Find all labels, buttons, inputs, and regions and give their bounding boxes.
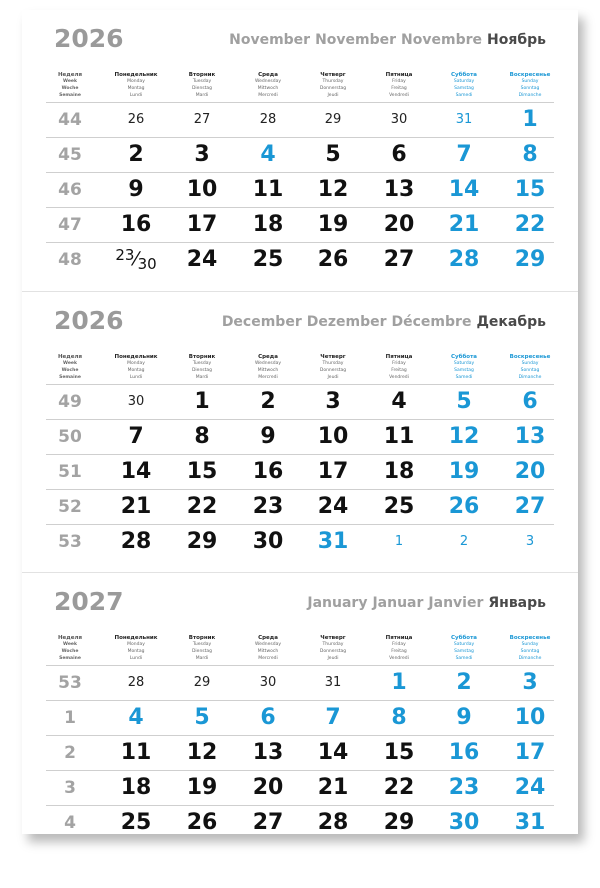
row-divider <box>46 384 554 385</box>
weekday-ru: Неделя <box>57 72 83 78</box>
weekday-en: Tuesday <box>192 79 212 84</box>
weekday-de: Montag <box>127 86 145 91</box>
weekday-fr: Mercredi <box>258 375 278 380</box>
day-cell: 20 <box>383 212 415 237</box>
week-number: 49 <box>58 392 82 412</box>
weekday-de: Freitag <box>391 649 407 654</box>
weekday-label <box>364 635 434 662</box>
day-cell: 10 <box>317 424 349 449</box>
year-label: 2027 <box>54 587 124 616</box>
day-cell: 1 <box>522 107 538 132</box>
day-cell: 3 <box>194 142 210 167</box>
day-part: 23 <box>115 246 135 264</box>
weekday-label <box>101 354 171 381</box>
month-name: Декабрь <box>476 314 546 330</box>
day-cell: 13 <box>383 177 415 202</box>
weekday-de: Sonntag <box>520 368 540 373</box>
weekday-de: Mittwoch <box>257 368 279 373</box>
weekday-ru: Среда <box>258 354 278 360</box>
day-cell: 27 <box>383 247 415 272</box>
weekday-label <box>429 72 499 99</box>
day-cell: 2 <box>128 142 144 167</box>
weekday-en: Week <box>63 79 77 84</box>
month-names <box>302 595 546 611</box>
day-cell: 8 <box>391 705 407 730</box>
day-cell: 30 <box>252 529 284 554</box>
day-cell: 20 <box>514 459 546 484</box>
weekday-ru: Четверг <box>320 72 346 78</box>
weekday-label <box>495 354 565 381</box>
day-cell: 8 <box>522 142 538 167</box>
row-divider <box>46 137 554 138</box>
day-cell: 20 <box>252 775 284 800</box>
weekday-fr: Samedi <box>455 93 473 98</box>
day-cell: 21 <box>448 212 480 237</box>
weekday-fr: Dimanche <box>518 656 542 661</box>
week-number: 50 <box>58 427 82 447</box>
weekday-ru: Неделя <box>57 354 83 360</box>
day-cell: 31 <box>514 810 546 835</box>
weekday-en: Tuesday <box>192 361 212 366</box>
year-label: 2026 <box>54 306 124 335</box>
day-cell: 30 <box>448 810 480 835</box>
day-cell: 21 <box>120 494 152 519</box>
calendar-sheet <box>22 10 578 834</box>
week-number: 47 <box>58 215 82 235</box>
day-cell: 6 <box>391 142 407 167</box>
month-name: Januar <box>372 595 424 611</box>
day-cell: 12 <box>317 177 349 202</box>
weekday-en: Wednesday <box>254 642 282 647</box>
day-cell: 28 <box>448 247 480 272</box>
day-cell: 29 <box>514 247 546 272</box>
row-divider <box>46 102 554 103</box>
weekday-en: Thursday <box>322 79 344 84</box>
weekday-ru: Воскресенье <box>509 635 551 641</box>
weekday-ru: Суббота <box>451 635 477 641</box>
day-cell: 9 <box>260 424 276 449</box>
month-names <box>224 32 546 48</box>
week-number: 4 <box>64 813 76 833</box>
weekday-ru: Пятница <box>385 72 413 78</box>
weekday-ru: Четверг <box>320 354 346 360</box>
day-cell: 31 <box>324 675 342 690</box>
weekday-ru: Неделя <box>57 635 83 641</box>
month-name: January <box>307 595 368 611</box>
weekday-en: Friday <box>392 642 406 647</box>
weekday-de: Samstag <box>454 86 474 91</box>
weekday-label <box>35 354 105 381</box>
month-name: Ноябрь <box>487 32 546 48</box>
weekday-fr: Jeudi <box>327 93 339 98</box>
day-cell: 4 <box>260 142 276 167</box>
weekday-ru: Понедельник <box>114 72 158 78</box>
day-cell: 9 <box>456 705 472 730</box>
day-cell: 14 <box>317 740 349 765</box>
weekday-ru: Понедельник <box>114 354 158 360</box>
day-cell: 28 <box>317 810 349 835</box>
weekday-de: Woche <box>61 368 79 373</box>
day-cell: 16 <box>252 459 284 484</box>
day-cell: 23 <box>448 775 480 800</box>
day-cell: 25 <box>383 494 415 519</box>
day-cell: 11 <box>120 740 152 765</box>
day-part: 30 <box>137 255 157 273</box>
row-divider <box>46 454 554 455</box>
week-number: 44 <box>58 110 82 130</box>
day-cell: 6 <box>260 705 276 730</box>
row-divider <box>46 207 554 208</box>
weekday-label <box>167 72 237 99</box>
day-cell: 29 <box>193 675 211 690</box>
weekday-ru: Суббота <box>451 72 477 78</box>
day-cell: 3 <box>525 534 535 549</box>
weekday-label <box>233 635 303 662</box>
weekday-ru: Вторник <box>188 635 216 641</box>
month-name: Dezember <box>306 314 387 330</box>
weekday-fr: Jeudi <box>327 656 339 661</box>
weekday-ru: Вторник <box>188 354 216 360</box>
week-number: 52 <box>58 497 82 517</box>
year-label: 2026 <box>54 24 124 53</box>
day-cell: 25 <box>252 247 284 272</box>
row-divider <box>46 735 554 736</box>
weekday-en: Wednesday <box>254 79 282 84</box>
weekday-label <box>167 354 237 381</box>
weekday-fr: Semaine <box>59 93 81 98</box>
row-divider <box>46 805 554 806</box>
weekday-de: Woche <box>61 649 79 654</box>
weekday-de: Dienstag <box>191 368 213 373</box>
day-cell: 31 <box>455 112 473 127</box>
weekday-en: Sunday <box>521 642 539 647</box>
weekday-ru: Пятница <box>385 635 413 641</box>
row-divider <box>46 419 554 420</box>
day-cell: 31 <box>317 529 349 554</box>
week-number: 48 <box>58 250 82 270</box>
weekday-en: Saturday <box>453 361 475 366</box>
weekday-fr: Mardi <box>195 656 209 661</box>
weekday-ru: Вторник <box>188 72 216 78</box>
weekday-en: Monday <box>127 79 145 84</box>
day-cell: 26 <box>186 810 218 835</box>
day-cell: 17 <box>317 459 349 484</box>
day-cell: 21 <box>317 775 349 800</box>
weekday-ru: Среда <box>258 635 278 641</box>
day-cell: 23 <box>252 494 284 519</box>
weekday-en: Week <box>63 361 77 366</box>
weekday-en: Thursday <box>322 361 344 366</box>
weekday-en: Monday <box>127 642 145 647</box>
day-cell: 22 <box>514 212 546 237</box>
weekday-ru: Воскресенье <box>509 354 551 360</box>
week-number: 45 <box>58 145 82 165</box>
row-divider <box>46 172 554 173</box>
weekday-de: Woche <box>61 86 79 91</box>
weekday-de: Sonntag <box>520 86 540 91</box>
week-number: 3 <box>64 778 76 798</box>
day-cell: 2 <box>456 670 472 695</box>
day-cell: 18 <box>120 775 152 800</box>
day-cell: 5 <box>456 389 472 414</box>
weekday-de: Montag <box>127 649 145 654</box>
weekday-de: Freitag <box>391 86 407 91</box>
month-block <box>22 572 578 854</box>
month-name: November <box>315 32 397 48</box>
day-cell: 19 <box>186 775 218 800</box>
weekday-header <box>46 635 554 665</box>
weekday-en: Friday <box>392 79 406 84</box>
weekday-de: Mittwoch <box>257 649 279 654</box>
day-cell: 22 <box>383 775 415 800</box>
weekday-ru: Четверг <box>320 635 346 641</box>
weekday-label <box>429 354 499 381</box>
weekday-fr: Vendredi <box>389 656 409 661</box>
weekday-de: Freitag <box>391 368 407 373</box>
weekday-en: Sunday <box>521 361 539 366</box>
day-cell: 9 <box>128 177 144 202</box>
day-cell: 24 <box>514 775 546 800</box>
weekday-fr: Dimanche <box>518 93 542 98</box>
weekday-label <box>495 635 565 662</box>
day-cell: 17 <box>186 212 218 237</box>
weekday-en: Week <box>63 642 77 647</box>
weekday-en: Friday <box>392 361 406 366</box>
weekday-en: Sunday <box>521 79 539 84</box>
weekday-header <box>46 72 554 102</box>
weekday-ru: Воскресенье <box>509 72 551 78</box>
day-cell: 29 <box>324 112 342 127</box>
month-name: December <box>221 314 302 330</box>
day-cell: 11 <box>383 424 415 449</box>
day-cell: 26 <box>448 494 480 519</box>
weekday-fr: Vendredi <box>389 93 409 98</box>
day-cell: 30 <box>127 394 145 409</box>
weekday-de: Mittwoch <box>257 86 279 91</box>
day-cell: 18 <box>252 212 284 237</box>
day-cell: 28 <box>127 675 145 690</box>
weekday-de: Samstag <box>454 649 474 654</box>
weekday-header <box>46 354 554 384</box>
day-cell: 26 <box>317 247 349 272</box>
weekday-label <box>298 72 368 99</box>
weekday-label <box>233 72 303 99</box>
weekday-en: Tuesday <box>192 642 212 647</box>
month-name: Janvier <box>428 595 484 611</box>
weekday-de: Montag <box>127 368 145 373</box>
day-cell: 14 <box>120 459 152 484</box>
weekday-en: Thursday <box>322 642 344 647</box>
weekday-fr: Lundi <box>129 375 143 380</box>
day-cell: 5 <box>194 705 210 730</box>
day-cell: 24 <box>317 494 349 519</box>
weekday-fr: Samedi <box>455 656 473 661</box>
weekday-label <box>233 354 303 381</box>
day-cell: 4 <box>128 705 144 730</box>
day-cell: 28 <box>120 529 152 554</box>
weekday-label <box>35 635 105 662</box>
day-cell: 7 <box>128 424 144 449</box>
row-divider <box>46 524 554 525</box>
weekday-fr: Lundi <box>129 656 143 661</box>
day-cell: 1 <box>394 534 404 549</box>
weekday-de: Donnerstag <box>319 86 347 91</box>
month-name: Novembre <box>401 32 483 48</box>
day-cell: 15 <box>186 459 218 484</box>
week-number: 46 <box>58 180 82 200</box>
row-divider <box>46 700 554 701</box>
day-cell: 10 <box>186 177 218 202</box>
day-cell: 2 <box>459 534 469 549</box>
day-cell: 29 <box>186 529 218 554</box>
day-cell: 27 <box>252 810 284 835</box>
month-names <box>217 314 546 330</box>
month-block <box>22 10 578 291</box>
day-cell: 19 <box>448 459 480 484</box>
weekday-label <box>364 72 434 99</box>
weekday-ru: Среда <box>258 72 278 78</box>
month-name: November <box>229 32 311 48</box>
day-cell: 3 <box>325 389 341 414</box>
weekday-label <box>298 354 368 381</box>
day-cell: 2 <box>260 389 276 414</box>
day-cell: 18 <box>383 459 415 484</box>
day-cell: 12 <box>186 740 218 765</box>
week-number: 1 <box>64 708 76 728</box>
weekday-fr: Mardi <box>195 375 209 380</box>
weekday-label <box>35 72 105 99</box>
month-name: Décembre <box>391 314 472 330</box>
weekday-en: Saturday <box>453 79 475 84</box>
weekday-label <box>167 635 237 662</box>
day-cell: 13 <box>514 424 546 449</box>
weekday-fr: Semaine <box>59 656 81 661</box>
day-cell: 30 <box>259 675 277 690</box>
day-cell: 6 <box>522 389 538 414</box>
day-cell: 14 <box>448 177 480 202</box>
day-cell: 7 <box>456 142 472 167</box>
week-number: 2 <box>64 743 76 763</box>
weekday-label <box>101 635 171 662</box>
week-number: 53 <box>58 673 82 693</box>
weekday-fr: Samedi <box>455 375 473 380</box>
week-number: 53 <box>58 532 82 552</box>
day-cell: 5 <box>325 142 341 167</box>
weekday-fr: Semaine <box>59 375 81 380</box>
day-cell: 7 <box>325 705 341 730</box>
weekday-fr: Vendredi <box>389 375 409 380</box>
row-divider <box>46 665 554 666</box>
weekday-ru: Понедельник <box>114 635 158 641</box>
row-divider <box>46 489 554 490</box>
weekday-de: Donnerstag <box>319 368 347 373</box>
day-cell: 1 <box>194 389 210 414</box>
weekday-de: Donnerstag <box>319 649 347 654</box>
day-cell: 29 <box>383 810 415 835</box>
day-cell: 12 <box>448 424 480 449</box>
weekday-de: Samstag <box>454 368 474 373</box>
weekday-ru: Суббота <box>451 354 477 360</box>
day-cell: 16 <box>448 740 480 765</box>
weekday-label <box>101 72 171 99</box>
day-cell: 22 <box>186 494 218 519</box>
day-cell: 11 <box>252 177 284 202</box>
weekday-en: Wednesday <box>254 361 282 366</box>
day-cell: 4 <box>391 389 407 414</box>
weekday-de: Dienstag <box>191 649 213 654</box>
day-slash: ⁄ <box>134 248 138 270</box>
day-cell: 19 <box>317 212 349 237</box>
row-divider <box>46 770 554 771</box>
weekday-en: Monday <box>127 361 145 366</box>
day-cell: 27 <box>193 112 211 127</box>
day-cell: 3 <box>522 670 538 695</box>
day-cell: 17 <box>514 740 546 765</box>
day-cell: 30 <box>390 112 408 127</box>
day-cell: 13 <box>252 740 284 765</box>
weekday-ru: Пятница <box>385 354 413 360</box>
weekday-fr: Mercredi <box>258 93 278 98</box>
month-name: Январь <box>488 595 546 611</box>
week-number: 51 <box>58 462 82 482</box>
weekday-fr: Jeudi <box>327 375 339 380</box>
day-cell: 15 <box>383 740 415 765</box>
weekday-en: Saturday <box>453 642 475 647</box>
day-cell: 27 <box>514 494 546 519</box>
day-cell <box>104 246 168 273</box>
weekday-label <box>429 635 499 662</box>
day-cell: 25 <box>120 810 152 835</box>
weekday-label <box>364 354 434 381</box>
month-block <box>22 291 578 573</box>
day-cell: 8 <box>194 424 210 449</box>
day-cell: 10 <box>514 705 546 730</box>
day-cell: 16 <box>120 212 152 237</box>
day-cell: 26 <box>127 112 145 127</box>
weekday-de: Sonntag <box>520 649 540 654</box>
weekday-fr: Dimanche <box>518 375 542 380</box>
weekday-de: Dienstag <box>191 86 213 91</box>
day-cell: 15 <box>514 177 546 202</box>
weekday-label <box>495 72 565 99</box>
weekday-label <box>298 635 368 662</box>
day-cell: 28 <box>259 112 277 127</box>
weekday-fr: Mardi <box>195 93 209 98</box>
row-divider <box>46 242 554 243</box>
weekday-fr: Lundi <box>129 93 143 98</box>
day-cell: 1 <box>391 670 407 695</box>
day-cell: 24 <box>186 247 218 272</box>
weekday-fr: Mercredi <box>258 656 278 661</box>
